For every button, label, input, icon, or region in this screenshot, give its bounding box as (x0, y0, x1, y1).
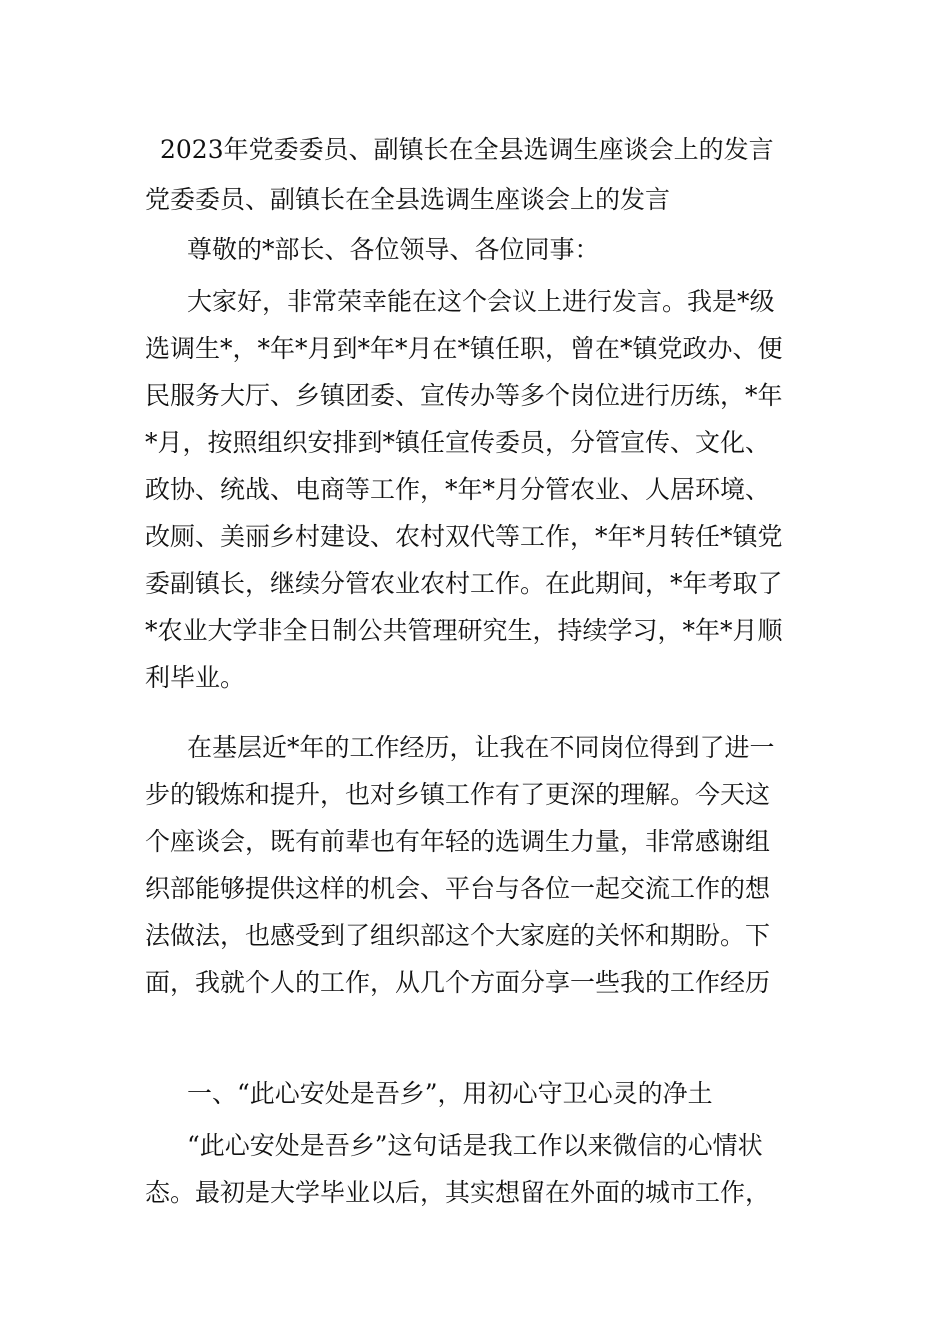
paragraph-line: “此心安处是吾乡”这句话是我工作以来微信的心情状 (187, 1131, 763, 1160)
paragraph-line: 步的锻炼和提升，也对乡镇工作有了更深的理解。今天这 (145, 780, 771, 809)
document-subtitle: 党委委员、副镇长在全县选调生座谈会上的发言 (145, 185, 671, 214)
paragraph-line: 政协、统战、电商等工作，*年*月分管农业、人居环境、 (145, 475, 771, 504)
paragraph-line: 选调生*，*年*月到*年*月在*镇任职，曾在*镇党政办、便 (145, 334, 783, 363)
section-heading: 一、“此心安处是吾乡”，用初心守卫心灵的净土 (187, 1079, 713, 1108)
paragraph-line: 改厕、美丽乡村建设、农村双代等工作，*年*月转任*镇党 (145, 522, 783, 551)
salutation: 尊敬的*部长、各位领导、各位同事： (187, 235, 600, 264)
paragraph-line: *农业大学非全日制公共管理研究生，持续学习，*年*月顺 (145, 616, 783, 645)
paragraph-line: *月，按照组织安排到*镇任宣传委员，分管宣传、文化、 (145, 428, 771, 457)
paragraph-line: 利毕业。 (145, 663, 246, 692)
paragraph-line: 面，我就个人的工作，从几个方面分享一些我的工作经历 (145, 968, 771, 997)
paragraph-line: 个座谈会，既有前辈也有年轻的选调生力量，非常感谢组 (145, 827, 771, 856)
paragraph-line: 法做法，也感受到了组织部这个大家庭的关怀和期盼。下 (145, 921, 771, 950)
document-title: 2023年党委委员、副镇长在全县选调生座谈会上的发言 (160, 135, 774, 164)
paragraph-line: 委副镇长，继续分管农业农村工作。在此期间，*年考取了 (145, 569, 783, 598)
paragraph-line: 民服务大厅、乡镇团委、宣传办等多个岗位进行历练，*年 (145, 381, 783, 410)
paragraph-line: 大家好，非常荣幸能在这个会议上进行发言。我是*级 (187, 287, 775, 316)
paragraph-line: 在基层近*年的工作经历，让我在不同岗位得到了进一 (187, 733, 775, 762)
paragraph-line: 织部能够提供这样的机会、平台与各位一起交流工作的想 (145, 874, 771, 903)
paragraph-line: 态。最初是大学毕业以后，其实想留在外面的城市工作， (145, 1178, 771, 1207)
